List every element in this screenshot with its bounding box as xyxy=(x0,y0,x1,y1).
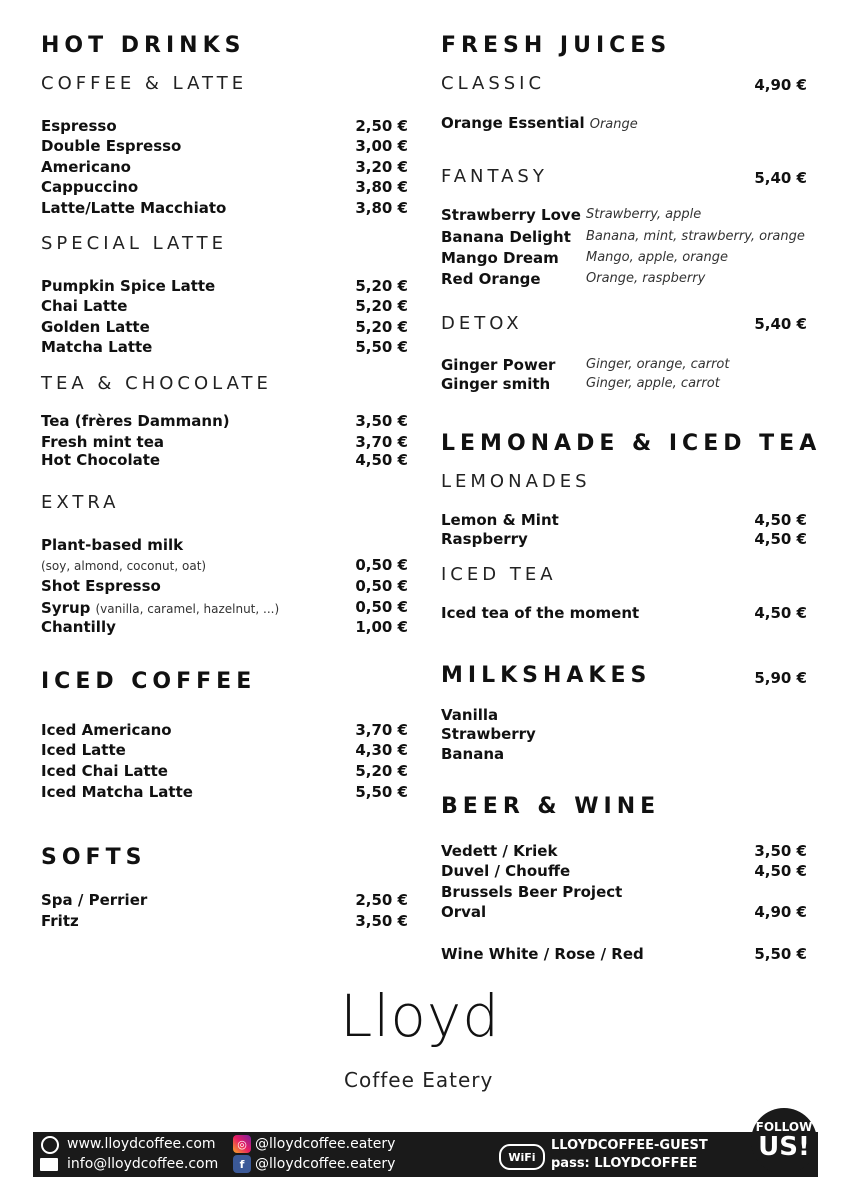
menu-item: Americano xyxy=(41,158,131,176)
menu-item: Iced Chai Latte xyxy=(41,762,168,780)
menu-price: 4,90 € xyxy=(754,76,807,94)
menu-price: 5,90 € xyxy=(754,669,807,687)
wifi-icon xyxy=(499,1144,545,1170)
menu-item: Espresso xyxy=(41,117,117,135)
tea-chocolate-heading: TEA & CHOCOLATE xyxy=(41,373,272,394)
menu-item: Fresh mint tea xyxy=(41,433,164,451)
website-link[interactable]: www.lloydcoffee.com xyxy=(67,1136,216,1152)
juice-name: Banana Delight xyxy=(441,228,571,246)
menu-item: Wine White / Rose / Red xyxy=(441,945,644,963)
classic-heading: CLASSIC xyxy=(441,73,546,94)
menu-price: 3,80 € xyxy=(355,178,408,196)
menu-price: 0,50 € xyxy=(355,577,408,595)
mail-icon xyxy=(40,1158,58,1171)
menu-price: 3,50 € xyxy=(355,412,408,430)
menu-item: Cappuccino xyxy=(41,178,139,196)
juice-desc: Orange xyxy=(589,117,638,132)
menu-price: 3,50 € xyxy=(754,842,807,860)
globe-icon xyxy=(41,1136,59,1154)
juice-name: Mango Dream xyxy=(441,249,559,267)
menu-price: 5,50 € xyxy=(754,945,807,963)
juice-desc: Ginger, orange, carrot xyxy=(586,357,730,372)
facebook-link[interactable]: @lloydcoffee.eatery xyxy=(255,1156,396,1172)
shot-espresso-item: Shot Espresso xyxy=(41,577,161,595)
menu-item: Brussels Beer Project xyxy=(441,883,623,901)
menu-price: 4,50 € xyxy=(754,604,807,622)
menu-item: Golden Latte xyxy=(41,318,150,336)
menu-price: 3,00 € xyxy=(355,137,408,155)
menu-price: 5,50 € xyxy=(355,338,408,356)
menu-price: 4,50 € xyxy=(355,451,408,469)
menu-item: Tea (frères Dammann) xyxy=(41,412,230,430)
menu-price: 5,40 € xyxy=(754,315,807,333)
menu-item: Iced tea of the moment xyxy=(441,604,640,622)
menu-item: Chai Latte xyxy=(41,297,128,315)
menu-item: Matcha Latte xyxy=(41,338,153,356)
syrup-item: Syrup xyxy=(41,599,91,617)
follow-label: FOLLOW xyxy=(755,1120,813,1134)
coffee-latte-heading: COFFEE & LATTE xyxy=(41,73,248,94)
plant-milk-item: Plant-based milk xyxy=(41,536,184,554)
detox-heading: DETOX xyxy=(441,313,523,334)
iced-coffee-heading: ICED COFFEE xyxy=(41,669,257,694)
menu-item: Lemon & Mint xyxy=(441,511,559,529)
menu-price: 5,40 € xyxy=(754,169,807,187)
softs-heading: SOFTS xyxy=(41,845,147,870)
instagram-link[interactable]: @lloydcoffee.eatery xyxy=(255,1136,396,1152)
juice-desc: Banana, mint, strawberry, orange xyxy=(586,229,805,244)
fantasy-heading: FANTASY xyxy=(441,166,548,187)
juice-name: Orange Essential xyxy=(441,114,585,132)
menu-price: 5,20 € xyxy=(355,762,408,780)
juice-name: Strawberry Love xyxy=(441,206,581,224)
plant-milk-note: (soy, almond, coconut, oat) xyxy=(41,559,207,573)
menu-price: 1,00 € xyxy=(355,618,408,636)
wifi-network: LLOYDCOFFEE-GUEST xyxy=(551,1138,708,1153)
menu-price: 5,20 € xyxy=(355,297,408,315)
instagram-icon: ◎ xyxy=(233,1135,251,1153)
follow-us-badge[interactable] xyxy=(751,1108,817,1174)
juice-name: Ginger Power xyxy=(441,356,556,374)
juice-desc: Mango, apple, orange xyxy=(586,250,728,265)
menu-price: 3,80 € xyxy=(355,199,408,217)
menu-item: Fritz xyxy=(41,912,79,930)
menu-item: Vedett / Kriek xyxy=(441,842,558,860)
menu-item: Hot Chocolate xyxy=(41,451,161,469)
menu-price: 3,70 € xyxy=(355,433,408,451)
special-latte-heading: SPECIAL LATTE xyxy=(41,233,227,254)
menu-item: Duvel / Chouffe xyxy=(441,862,571,880)
menu-item: Orval xyxy=(441,903,487,921)
juice-name: Ginger smith xyxy=(441,375,551,393)
milkshake-item: Banana xyxy=(441,745,505,763)
us-label: US! xyxy=(758,1132,810,1162)
menu-price: 4,50 € xyxy=(754,511,807,529)
juice-desc: Strawberry, apple xyxy=(586,207,702,222)
brand-logo: Lloyd xyxy=(340,982,501,1050)
juice-desc: Ginger, apple, carrot xyxy=(586,376,720,391)
juice-name: Red Orange xyxy=(441,270,541,288)
menu-item: Double Espresso xyxy=(41,137,182,155)
menu-price: 5,20 € xyxy=(355,318,408,336)
extra-heading: EXTRA xyxy=(41,492,120,513)
menu-price: 3,70 € xyxy=(355,721,408,739)
lemonade-iced-tea-heading: LEMONADE & ICED TEA xyxy=(441,431,822,456)
menu-price: 5,20 € xyxy=(355,277,408,295)
juice-row xyxy=(441,113,638,132)
beer-wine-heading: BEER & WINE xyxy=(441,794,661,819)
milkshake-item: Strawberry xyxy=(441,725,536,743)
iced-tea-heading: ICED TEA xyxy=(441,564,557,585)
brand-tagline: Coffee Eatery xyxy=(344,1068,494,1092)
menu-item: Spa / Perrier xyxy=(41,891,148,909)
email-link[interactable]: info@lloydcoffee.com xyxy=(67,1156,219,1172)
menu-item: Raspberry xyxy=(441,530,528,548)
menu-price: 5,50 € xyxy=(355,783,408,801)
menu-price: 2,50 € xyxy=(355,117,408,135)
menu-price: 4,50 € xyxy=(754,862,807,880)
hot-drinks-heading: HOT DRINKS xyxy=(41,33,246,58)
menu-item: Iced Latte xyxy=(41,741,126,759)
menu-price: 4,50 € xyxy=(754,530,807,548)
syrup-row xyxy=(41,598,279,617)
syrup-note: (vanilla, caramel, hazelnut, ...) xyxy=(95,602,280,616)
menu-price: 0,50 € xyxy=(355,556,408,574)
footer-bar xyxy=(33,1132,818,1177)
fresh-juices-heading: FRESH JUICES xyxy=(441,33,672,58)
menu-item: Pumpkin Spice Latte xyxy=(41,277,216,295)
facebook-icon: f xyxy=(233,1155,251,1173)
menu-price: 3,50 € xyxy=(355,912,408,930)
milkshakes-heading: MILKSHAKES xyxy=(441,663,652,688)
wifi-label: WiFi xyxy=(508,1150,536,1164)
lemonades-heading: LEMONADES xyxy=(441,471,591,492)
menu-price: 4,90 € xyxy=(754,903,807,921)
menu-price: 2,50 € xyxy=(355,891,408,909)
milkshake-item: Vanilla xyxy=(441,706,499,724)
menu-item: Iced Matcha Latte xyxy=(41,783,193,801)
wifi-password: pass: LLOYDCOFFEE xyxy=(551,1156,698,1171)
menu-price: 3,20 € xyxy=(355,158,408,176)
menu-price: 4,30 € xyxy=(355,741,408,759)
menu-price: 0,50 € xyxy=(355,598,408,616)
menu-item: Latte/Latte Macchiato xyxy=(41,199,227,217)
juice-desc: Orange, raspberry xyxy=(586,271,706,286)
menu-item: Iced Americano xyxy=(41,721,172,739)
chantilly-item: Chantilly xyxy=(41,618,116,636)
